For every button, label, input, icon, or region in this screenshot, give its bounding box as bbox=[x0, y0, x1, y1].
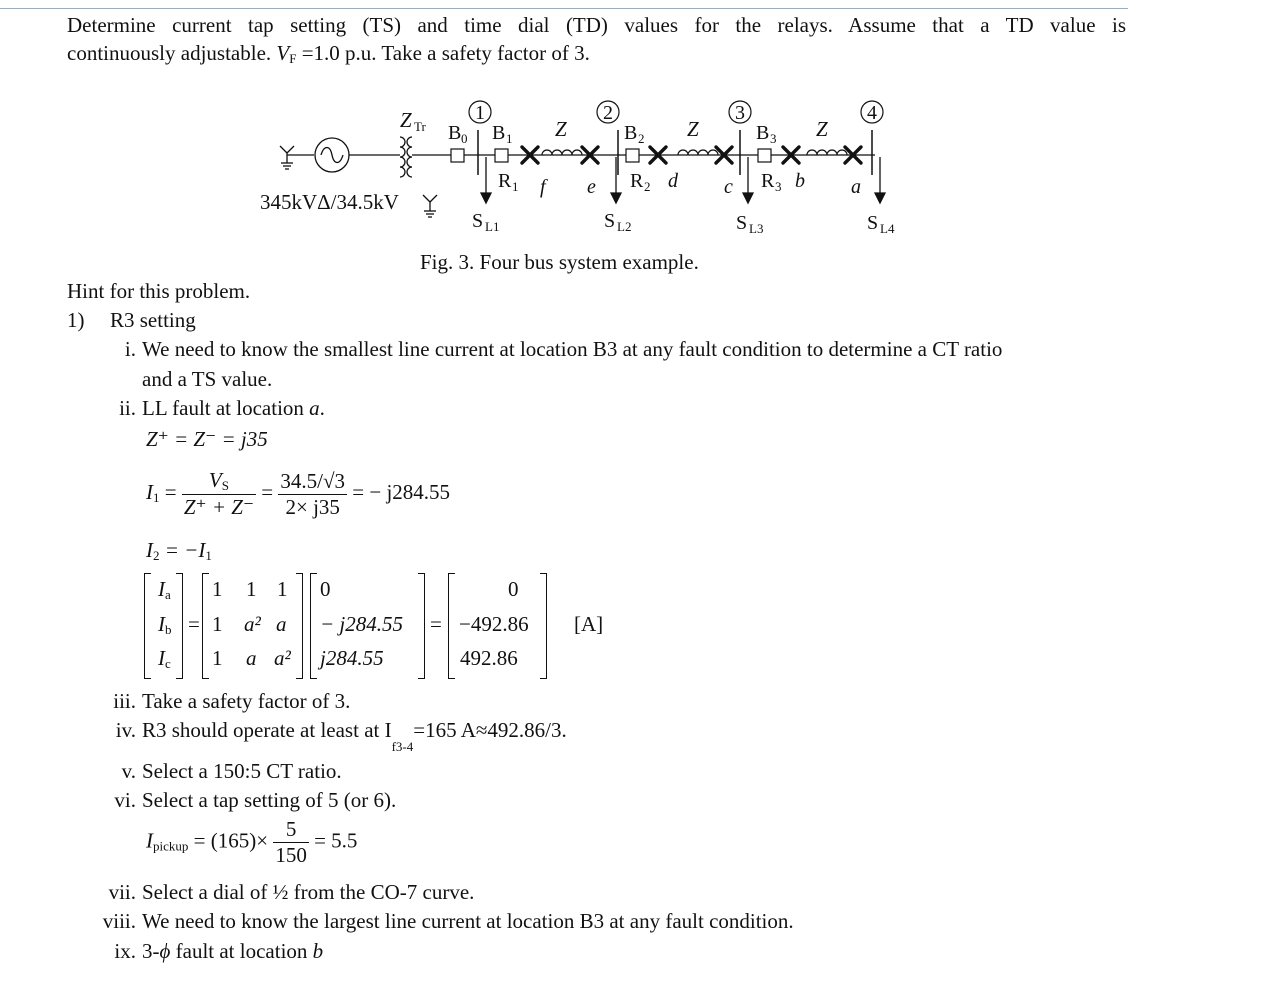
generator-icon bbox=[315, 138, 400, 172]
bus-1-number: 1 bbox=[475, 102, 485, 124]
four-bus-diagram bbox=[250, 95, 910, 245]
svg-text:2: 2 bbox=[644, 179, 651, 194]
eq-i2: $I_2 = -I_1$ bbox=[146, 538, 212, 563]
ztr-sub: Tr bbox=[414, 119, 426, 134]
transformer-wye-ground-icon bbox=[423, 195, 437, 217]
eq-matrix: $I_a$ $I_b$ $I_c$ = 1 1 1 1 a² a 1 a a² 0 − j284.55 j284.55 = 0 −492.86 492.86 [A] bbox=[144, 573, 584, 681]
svg-text:0: 0 bbox=[461, 131, 468, 146]
item-ii-text: LL fault at location a. bbox=[142, 396, 325, 420]
eq-i1: $I_1$ = $\frac{V_S}{Z^+ + Z^-}$ = $\frac{34.5/√3}{2\times j35}$ = − j284.55 bbox=[146, 468, 451, 519]
section-number: 1) bbox=[67, 308, 85, 332]
breaker-b1-icon bbox=[495, 149, 508, 162]
load-sl4-label: S bbox=[867, 212, 879, 234]
transformer-icon bbox=[400, 137, 453, 177]
hint-title: Hint for this problem. bbox=[67, 279, 251, 303]
bus-2-number: 2 bbox=[603, 102, 613, 124]
item-i-text: We need to know the smallest line current at location B3 at any fault condition to determine a CT ratio bbox=[142, 337, 1003, 361]
line-1-2-z: Z bbox=[555, 117, 567, 141]
line-2-3-impedance-icon bbox=[678, 150, 718, 155]
bus-3-number: 3 bbox=[735, 102, 745, 124]
line-3-4-z: Z bbox=[816, 117, 828, 141]
load-sl3-label: S bbox=[736, 212, 748, 234]
item-number: i. bbox=[124, 337, 136, 361]
item-number: viii. bbox=[102, 909, 136, 933]
fault-e-label: e bbox=[587, 176, 596, 198]
item-iii-text: Take a safety factor of 3. bbox=[142, 689, 351, 713]
breaker-b2-label: B bbox=[624, 122, 638, 144]
ztr-label: Z bbox=[400, 108, 412, 132]
item-vi-text: Select a tap setting of 5 (or 6). bbox=[142, 788, 397, 812]
breaker-b3-icon bbox=[758, 149, 771, 162]
load-sl3-arrow-icon bbox=[743, 157, 753, 203]
line-2-3-z: Z bbox=[687, 117, 699, 141]
relay-r2-label: R bbox=[630, 170, 644, 192]
load-sl1-label: S bbox=[472, 210, 484, 232]
fault-d-label: d bbox=[668, 170, 678, 192]
relay-r1-label: R bbox=[498, 170, 512, 192]
fault-b-label: b bbox=[795, 170, 805, 192]
item-number: v. bbox=[121, 759, 136, 783]
breaker-b0-icon bbox=[451, 149, 464, 162]
breaker-b0-label: B bbox=[448, 122, 462, 144]
top-rule bbox=[0, 8, 1128, 9]
generator-wye-ground-icon bbox=[280, 146, 314, 169]
svg-text:L3: L3 bbox=[749, 221, 764, 236]
line-3-4-impedance-icon bbox=[807, 150, 847, 155]
breaker-b1-label: B bbox=[492, 122, 506, 144]
svg-text:L4: L4 bbox=[880, 221, 895, 236]
svg-text:1: 1 bbox=[506, 131, 513, 146]
svg-text:L1: L1 bbox=[485, 219, 500, 234]
eq-pickup: $I_{pickup} = (165)\times$ $\frac{5}{150}$ = 5.5 bbox=[146, 817, 358, 867]
item-number: vii. bbox=[108, 880, 136, 904]
load-sl2-label: S bbox=[604, 210, 616, 232]
svg-text:3: 3 bbox=[775, 179, 782, 194]
relay-r3-label: R bbox=[761, 170, 775, 192]
problem-line-2: continuously adjustable. $V_F =1.0$ p.u. Take a safety factor of 3. bbox=[67, 41, 590, 66]
section-title: R3 setting bbox=[110, 308, 196, 332]
item-vii-text: Select a dial of ½ from the CO-7 curve. bbox=[142, 880, 475, 904]
line-1-2-impedance-icon bbox=[542, 150, 582, 155]
problem-line-1: Determine current tap setting (TS) and time dial (TD) values for the relays. Assume that a TD value is bbox=[67, 13, 1126, 37]
item-viii-text: We need to know the largest line current at location B3 at any fault condition. bbox=[142, 909, 794, 933]
eq-z-equal: Z⁺ = Z⁻ = j35 bbox=[146, 427, 268, 451]
item-number: iv. bbox=[115, 718, 136, 742]
item-ix-text: 3-ϕ fault at location b bbox=[142, 939, 324, 963]
load-sl4-arrow-icon bbox=[875, 157, 885, 203]
transformer-rating: 345kVΔ/34.5kV bbox=[260, 190, 399, 214]
item-i-cont: and a TS value. bbox=[142, 367, 273, 391]
breaker-b3-label: B bbox=[756, 122, 770, 144]
item-v-text: Select a 150:5 CT ratio. bbox=[142, 759, 342, 783]
load-sl1-arrow-icon bbox=[481, 157, 491, 203]
item-number: iii. bbox=[113, 689, 136, 713]
item-number: ix. bbox=[114, 939, 136, 963]
figure-caption: Fig. 3. Four bus system example. bbox=[420, 250, 699, 274]
fault-c-label: c bbox=[724, 176, 733, 198]
svg-text:L2: L2 bbox=[617, 219, 632, 234]
problem-statement bbox=[67, 11, 1126, 73]
svg-text:3: 3 bbox=[770, 131, 777, 146]
unit-label: [A] bbox=[574, 612, 604, 636]
bus-4-number: 4 bbox=[867, 102, 877, 124]
svg-text:1: 1 bbox=[512, 179, 519, 194]
item-number: ii. bbox=[119, 396, 136, 420]
breaker-b2-icon bbox=[626, 149, 639, 162]
item-iv-text: R3 should operate at least at $I_{f3-4}=165$ A≈492.86/3. bbox=[142, 718, 567, 754]
svg-text:2: 2 bbox=[638, 131, 645, 146]
fault-f-label: f bbox=[540, 176, 546, 198]
item-number: vi. bbox=[114, 788, 136, 812]
load-sl2-arrow-icon bbox=[611, 157, 621, 203]
fault-a-label: a bbox=[851, 176, 861, 198]
